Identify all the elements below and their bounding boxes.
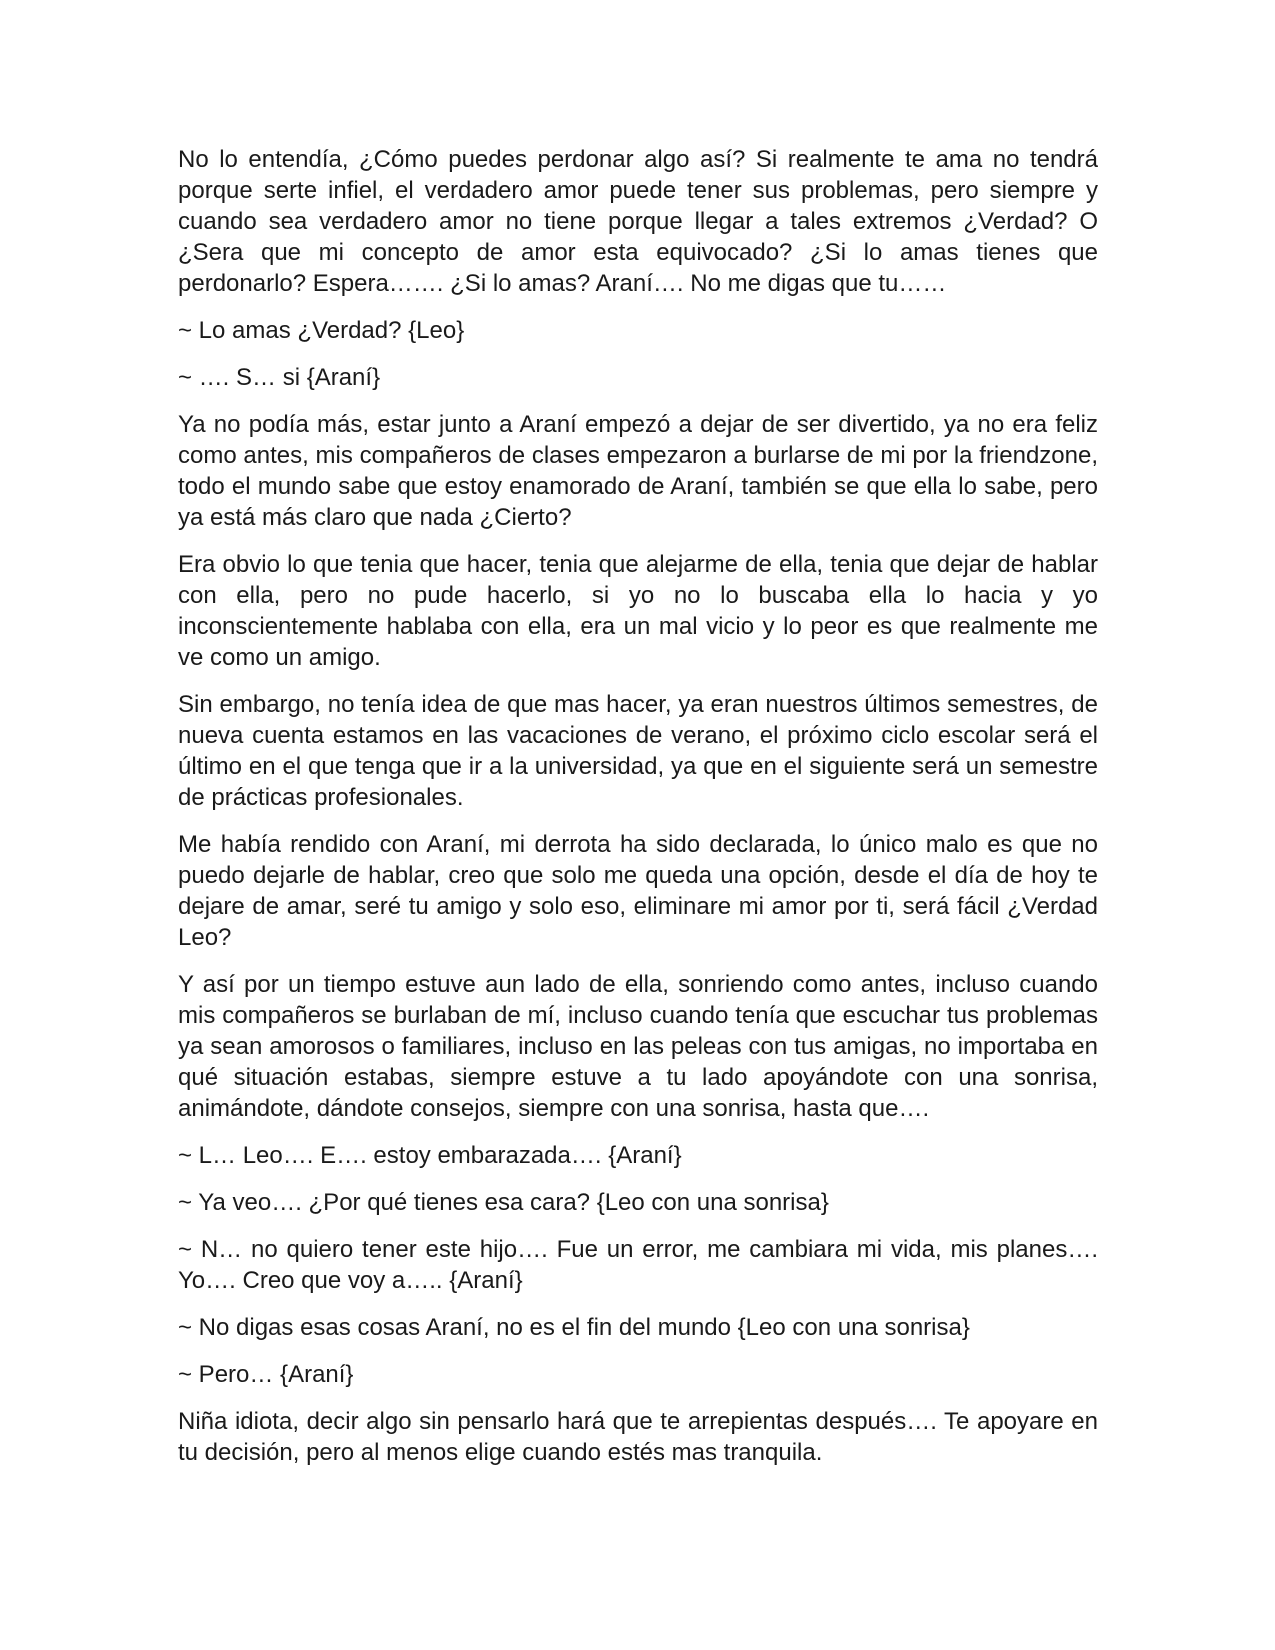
paragraph-5: Me había rendido con Araní, mi derrota ha sido declarada, lo único malo es que no puedo dejarle de hablar, creo que solo me queda una opción, desde el día de hoy te dejare de amar, seré tu amigo y solo eso, eliminare mi amor por ti, será fácil ¿Verdad Leo?: [178, 831, 1098, 951]
dialogue-line-5: ~ N… no quiero tener este hijo…. Fue un error, me cambiara mi vida, mis planes…. Yo…. Creo que voy a….. {Araní}: [178, 1236, 1098, 1294]
paragraph-1: No lo entendía, ¿Cómo puedes perdonar algo así? Si realmente te ama no tendrá porque serte infiel, el verdadero amor puede tener sus problemas, pero siempre y cuando sea verdadero amor no tiene porque llegar a tales extremos ¿Verdad? O ¿Sera que mi concepto de amor esta equivocado? ¿Si lo amas tienes que perdonarlo? Espera……. ¿Si lo amas? Araní…. No me digas que tu……: [178, 146, 1098, 297]
paragraph-2: Ya no podía más, estar junto a Araní empezó a dejar de ser divertido, ya no era feliz como antes, mis compañeros de clases empezaron a burlarse de mi por la friendzone, todo el mundo sabe que estoy enamorado de Araní, también se que ella lo sabe, pero ya está más claro que nada ¿Cierto?: [178, 411, 1098, 531]
document-page: [178, 144, 1098, 1484]
paragraph-6: Y así por un tiempo estuve aun lado de ella, sonriendo como antes, incluso cuando mis compañeros se burlaban de mí, incluso cuando tenía que escuchar tus problemas ya sean amorosos o familiares, incluso en las peleas con tus amigas, no importaba en qué situación estabas, siempre estuve a tu lado apoyándote con una sonrisa, animándote, dándote consejos, siempre con una sonrisa, hasta que….: [178, 971, 1098, 1122]
dialogue-line-3: ~ L… Leo…. E…. estoy embarazada…. {Araní}: [178, 1142, 682, 1169]
paragraph-7: Niña idiota, decir algo sin pensarlo hará que te arrepientas después…. Te apoyare en tu decisión, pero al menos elige cuando estés mas tranquila.: [178, 1408, 1098, 1466]
dialogue-line-7: ~ Pero… {Araní}: [178, 1361, 354, 1388]
dialogue-line-4: ~ Ya veo…. ¿Por qué tienes esa cara? {Leo con una sonrisa}: [178, 1189, 829, 1216]
paragraph-4: Sin embargo, no tenía idea de que mas hacer, ya eran nuestros últimos semestres, de nueva cuenta estamos en las vacaciones de verano, el próximo ciclo escolar será el último en el que tenga que ir a la universidad, ya que en el siguiente será un semestre de prácticas profesionales.: [178, 691, 1098, 811]
dialogue-line-1: ~ Lo amas ¿Verdad? {Leo}: [178, 317, 465, 344]
dialogue-line-6: ~ No digas esas cosas Araní, no es el fin del mundo {Leo con una sonrisa}: [178, 1314, 970, 1341]
dialogue-line-2: ~ …. S… si {Araní}: [178, 364, 381, 391]
paragraph-3: Era obvio lo que tenia que hacer, tenia que alejarme de ella, tenia que dejar de hablar con ella, pero no pude hacerlo, si yo no lo buscaba ella lo hacia y yo inconscientemente hablaba con ella, era un mal vicio y lo peor es que realmente me ve como un amigo.: [178, 551, 1098, 671]
